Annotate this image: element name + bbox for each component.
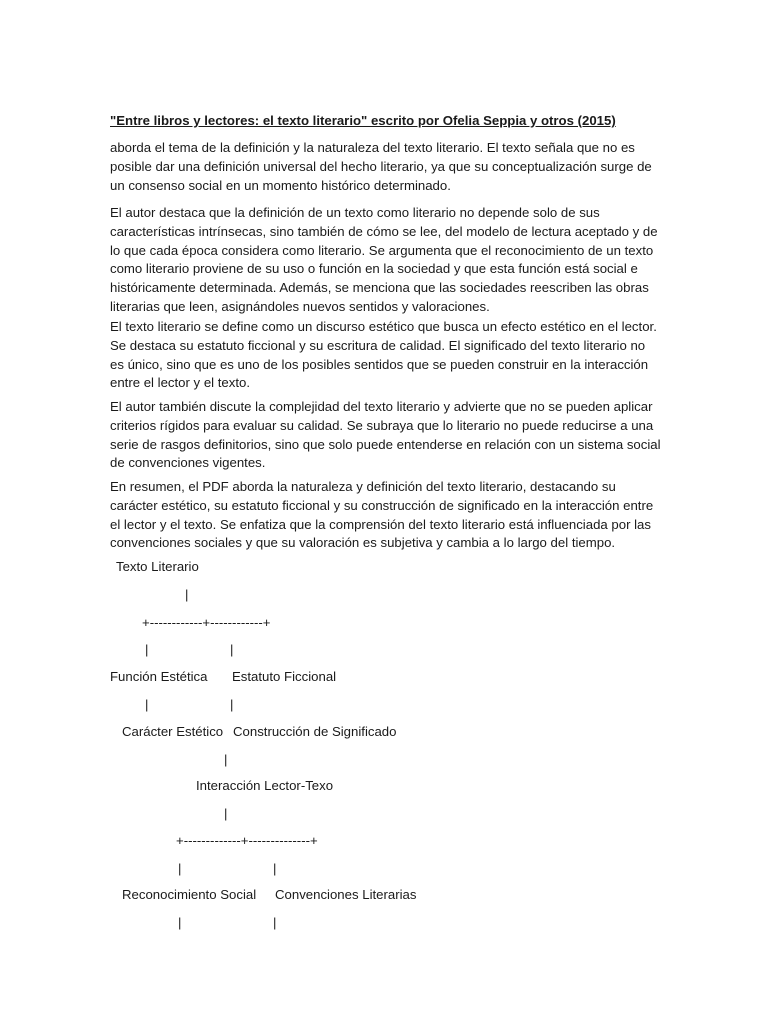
diagram-node-texto-literario: Texto Literario xyxy=(116,559,199,574)
diagram-connector: | xyxy=(224,806,228,821)
paragraph-1: aborda el tema de la definición y la naturaleza del texto literario. El texto señala que no es posible dar una definición universal del hecho literario, ya que su conceptualización surge de un consenso social en un momento histórico determinado. xyxy=(110,140,652,193)
diagram-node-convenciones-literarias: Convenciones Literarias xyxy=(275,887,417,902)
paragraph-2: El autor destaca que la definición de un texto como literario no depende solo de sus características intrínsecas, sino también de cómo se lee, del modelo de lectura aceptado y de lo que cada época considera como literario. Se argumenta que el reconocimiento de un texto como literario proviene de su uso o función en la sociedad y que esta función está social e históricamente determinada. Además, se menciona que las sociedades reescriben las obras literarias que leen, asignándoles nuevos sentidos y valoraciones. xyxy=(110,205,658,314)
diagram-connector: | xyxy=(273,861,277,876)
diagram-connector: | xyxy=(230,697,234,712)
paragraph-4: El autor también discute la complejidad del texto literario y advierte que no se pueden aplicar criterios rígidos para evaluar su calidad. Se subraya que lo literario no puede reducirse a una serie de rasgos definitorios, sino que solo puede entenderse en relación con un sistema social de convenciones vigentes. xyxy=(110,399,661,471)
diagram-node-funcion-estetica: Función Estética xyxy=(110,669,208,684)
diagram-connector: | xyxy=(178,861,182,876)
diagram-node-construccion-significado: Construcción de Significado xyxy=(233,724,397,739)
diagram-node-reconocimiento-social: Reconocimiento Social xyxy=(122,887,257,902)
diagram-connector: | xyxy=(224,752,228,767)
diagram-connector: | xyxy=(178,915,182,930)
diagram-connector: | xyxy=(145,697,149,712)
document-title: "Entre libros y lectores: el texto literario" escrito por Ofelia Seppia y otros (2015) xyxy=(110,113,616,128)
diagram-node-estatuto-ficcional: Estatuto Ficcional xyxy=(232,669,337,684)
diagram-connector: | xyxy=(230,642,234,657)
diagram-node-caracter-estetico: Carácter Estético xyxy=(122,724,224,739)
paragraph-3: El texto literario se define como un discurso estético que busca un efecto estético en el lector. Se destaca su estatuto ficcional y su escritura de calidad. El significado del texto literario no es único, sino que es uno de los posibles sentidos que se pueden construir en la interacción entre el lector y el texto. xyxy=(110,319,657,391)
diagram-node-interaccion: Interacción Lector-Texo xyxy=(196,778,334,793)
diagram-branch: +------------+------------+ xyxy=(142,615,271,630)
diagram-connector: | xyxy=(145,642,149,657)
diagram-connector: | xyxy=(273,915,277,930)
diagram-branch: +-------------+--------------+ xyxy=(176,833,318,848)
diagram-connector: | xyxy=(185,587,189,602)
paragraph-5: En resumen, el PDF aborda la naturaleza y definición del texto literario, destacando su carácter estético, su estatuto ficcional y su construcción de significado en la interacción entre el lector y el texto. Se enfatiza que la comprensión del texto literario está influenciada por las convenciones sociales y que su valoración es subjetiva y cambia a lo largo del tiempo. xyxy=(110,479,654,551)
